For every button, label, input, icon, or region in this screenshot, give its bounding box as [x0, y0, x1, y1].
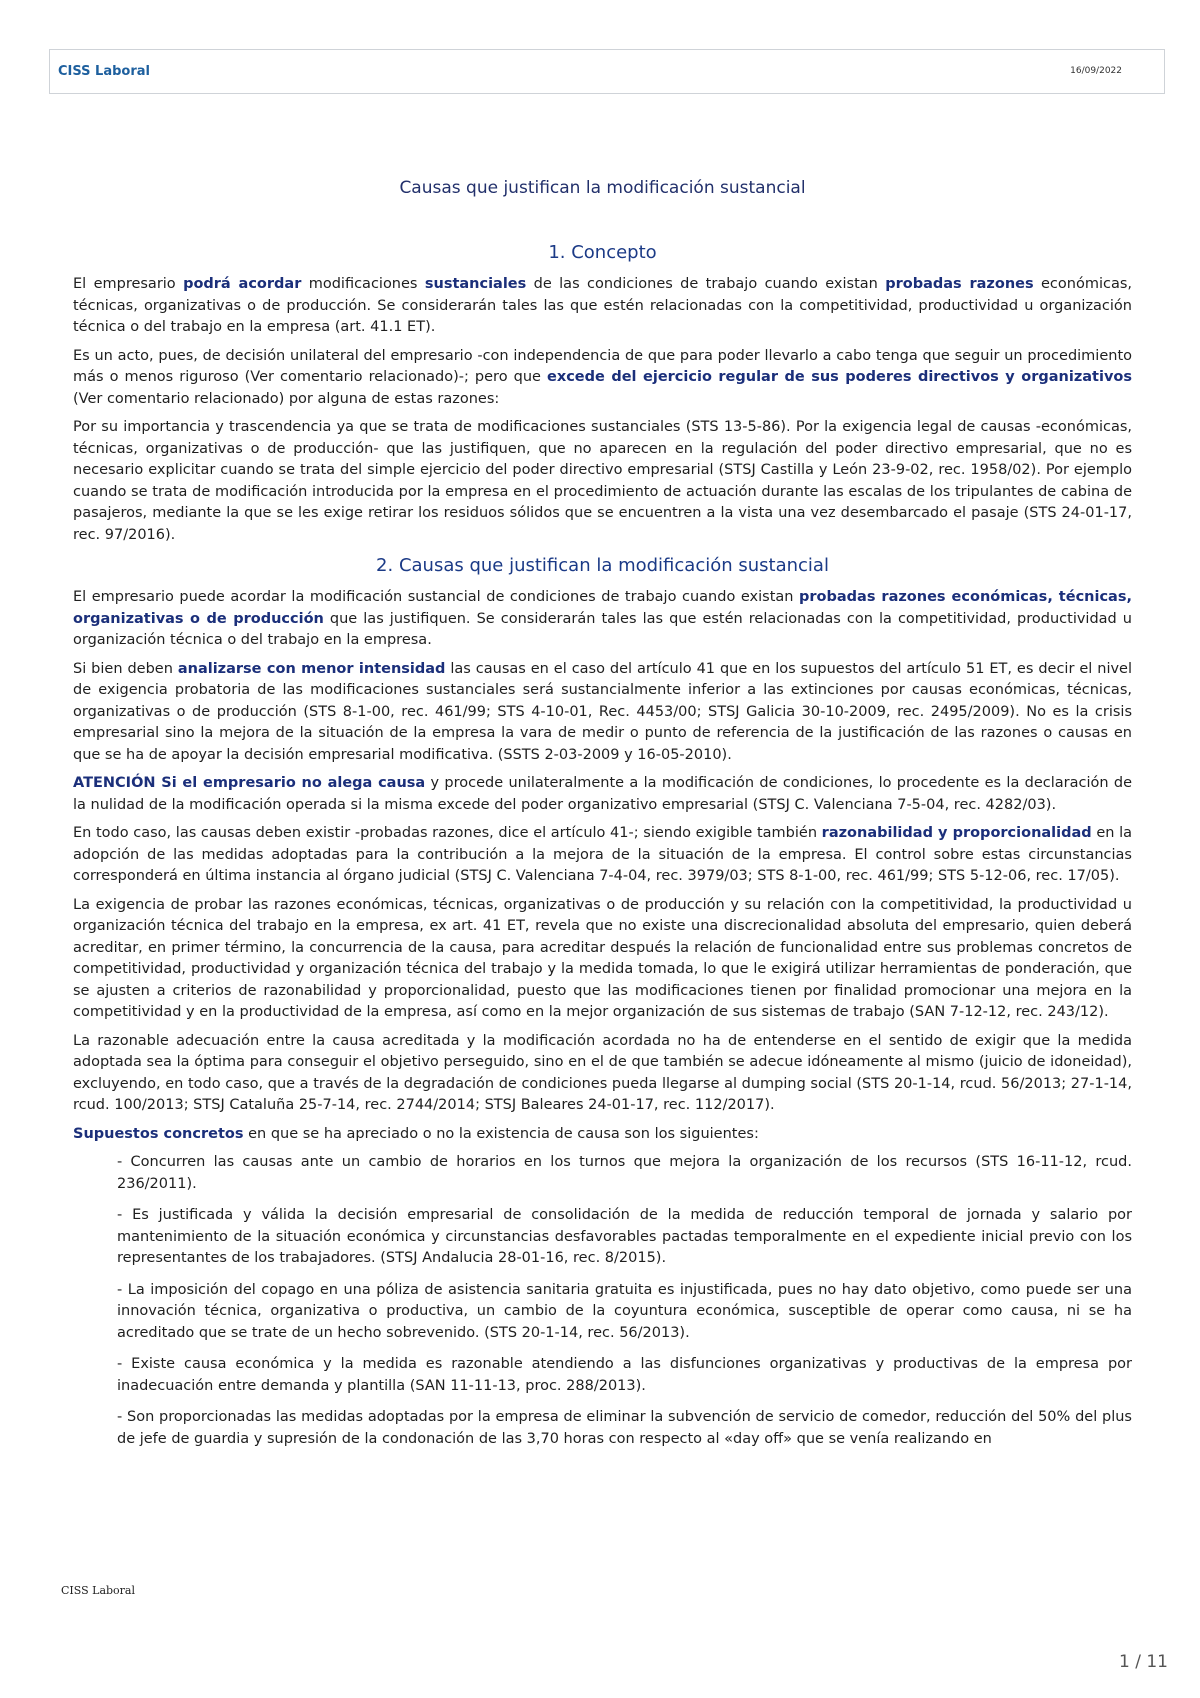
- paragraph: Supuestos concretos en que se ha apreciado o no la existencia de causa son los siguientes:: [73, 1125, 759, 1142]
- paragraph: El empresario puede acordar la modificación sustancial de condiciones de trabajo cuando existan probadas razones económicas, técnicas, organizativas o de producción que las justifiquen. Se considerarán tales las que estén relacionadas con la competitividad, productividad u organización técnica o del trabajo en la empresa.: [73, 589, 1132, 648]
- list-item: - Son proporcionadas las medidas adoptadas por la empresa de eliminar la subvención de servicio de comedor, reducción del 50% del plus de jefe de guardia y supresión de la condonación de las 3,70 horas con respecto al «day off» que se venía realizando en: [117, 1409, 1132, 1447]
- header-brand: CISS Laboral: [58, 64, 150, 79]
- paragraph: El empresario podrá acordar modificaciones sustanciales de las condiciones de trabajo cuando existan probadas razones económicas, técnicas, organizativas o de producción. Se considerarán tales las que estén relacionadas con la competitividad, productividad u organización técnica o del trabajo en la empresa (art. 41.1 ET).: [73, 276, 1132, 335]
- list-item: - Existe causa económica y la medida es razonable atendiendo a las disfunciones organizativas y productivas de la empresa por inadecuación entre demanda y plantilla (SAN 11-11-13, proc. 288/2013).: [117, 1356, 1132, 1394]
- footer-brand: CISS Laboral: [61, 1584, 135, 1597]
- paragraph: La razonable adecuación entre la causa acreditada y la modificación acordada no ha de entenderse en el sentido de exigir que la medida adoptada sea la óptima para conseguir el objetivo perseguido, sino en el de que también se adecue idóneamente al mismo (juicio de idoneidad), excluyendo, en todo caso, que a través de la degradación de condiciones pueda llegarse al dumping social (STS 20-1-14, rcud. 56/2013; 27-1-14, rcud. 100/2013; STSJ Cataluña 25-7-14, rec. 2744/2014; STSJ Baleares 24-01-17, rec. 112/2017).: [73, 1032, 1132, 1113]
- paragraph: Es un acto, pues, de decisión unilateral del empresario -con independencia de que para poder llevarlo a cabo tenga que seguir un procedimiento más o menos riguroso (Ver comentario relacionado)-; pero que excede del ejercicio regular de sus poderes directivos y organizativos (Ver comentario relacionado) por alguna de estas razones:: [73, 347, 1132, 407]
- list-item: - Concurren las causas ante un cambio de horarios en los turnos que mejora la organización de los recursos (STS 16-11-12, rcud. 236/2011).: [117, 1154, 1132, 1192]
- header-date: 16/09/2022: [1070, 66, 1122, 76]
- document-body: [73, 178, 1132, 1460]
- section-heading-concepto: 1. Concepto: [548, 242, 657, 263]
- paragraph: En todo caso, las causas deben existir -probadas razones, dice el artículo 41-; siendo exigible también razonabilidad y proporcionalidad en la adopción de las medidas adoptadas para la contribución a la mejora de la situación de la empresa. El control sobre estas circunstancias corresponderá en última instancia al órgano judicial (STSJ C. Valenciana 7-4-04, rec. 3979/03; STS 8-1-00, rec. 461/99; STS 5-12-06, rec. 17/05).: [73, 825, 1132, 884]
- document-title: Causas que justifican la modificación sustancial: [399, 178, 806, 198]
- page-number: 1 / 11: [1119, 1652, 1168, 1672]
- paragraph: Si bien deben analizarse con menor intensidad las causas en el caso del artículo 41 que en los supuestos del artículo 51 ET, es decir el nivel de exigencia probatoria de las modificaciones sustanciales será sustancialmente inferior a las extinciones por causas económicas, técnicas, organizativas o de producción (STS 8-1-00, rec. 461/99; STS 4-10-01, Rec. 4453/00; STSJ Galicia 30-10-2009, rec. 2495/2009). No es la crisis empresarial sino la mejora de la situación de la empresa la vara de medir o punto de referencia de la justificación de las razones o causas en que se ha de apoyar la decisión empresarial modificativa. (SSTS 2-03-2009 y 16-05-2010).: [73, 660, 1132, 763]
- list-item: - Es justificada y válida la decisión empresarial de consolidación de la medida de reducción temporal de jornada y salario por mantenimiento de la situación económica y circunstancias desfavorables pactadas temporalmente en el expediente inicial previo con los representantes de los trabajadores. (STSJ Andalucia 28-01-16, rec. 8/2015).: [117, 1207, 1132, 1266]
- section-heading-causas: 2. Causas que justifican la modificación sustancial: [376, 555, 829, 576]
- paragraph: La exigencia de probar las razones económicas, técnicas, organizativas o de producción y su relación con la competitividad, la productividad u organización técnica del trabajo en la empresa, ex art. 41 ET, revela que no existe una discrecionalidad absoluta del empresario, quien deberá acreditar, en primer término, la concurrencia de la causa, para acreditar después la relación de funcionalidad entre sus problemas concretos de competitividad, productividad y organización técnica del trabajo y la medida tomada, lo que le exigirá utilizar herramientas de ponderación, que se ajusten a criterios de razonabilidad y proporcionalidad, puesto que las modificaciones tienen por finalidad promocionar una mejora en la competitividad y en la productividad de la empresa, así como en la mejor organización de sus sistemas de trabajo (SAN 7-12-12, rec. 243/12).: [73, 896, 1132, 1020]
- list-item: - La imposición del copago en una póliza de asistencia sanitaria gratuita es injustificada, pues no hay dato objetivo, como puede ser una innovación técnica, organizativa o productiva, un cambio de la coyuntura económica, susceptible de operar como causa, ni se ha acreditado que se trate de un hecho sobrevenido. (STS 20-1-14, rec. 56/2013).: [117, 1281, 1132, 1341]
- cases-list: [73, 1152, 1132, 1450]
- attention-paragraph: ATENCIÓN Si el empresario no alega causa y procede unilateralmente a la modificación de condiciones, lo procedente es la declaración de la nulidad de la modificación operada si la misma excede del poder organizativo empresarial (STSJ C. Valenciana 7-5-04, rec. 4282/03).: [73, 775, 1132, 813]
- paragraph: Por su importancia y trascendencia ya que se trata de modificaciones sustanciales (STS 13-5-86). Por la exigencia legal de causas -económicas, técnicas, organizativas o de producción- que las justifiquen, que no aparecen en la regulación del poder directivo empresarial, que no es necesario explicitar cuando se trata del simple ejercicio del poder directivo empresarial (STSJ Castilla y León 23-9-02, rec. 1958/02). Por ejemplo cuando se trata de modificación introducida por la empresa en el procedimiento de actuación durante las escalas de los tripulantes de cabina de pasajeros, mediante la que se les exige retirar los residuos sólidos que se encuentren a la vista una vez desembarcado el pasaje (STS 24-01-17, rec. 97/2016).: [73, 419, 1132, 543]
- page-header: [49, 49, 1165, 94]
